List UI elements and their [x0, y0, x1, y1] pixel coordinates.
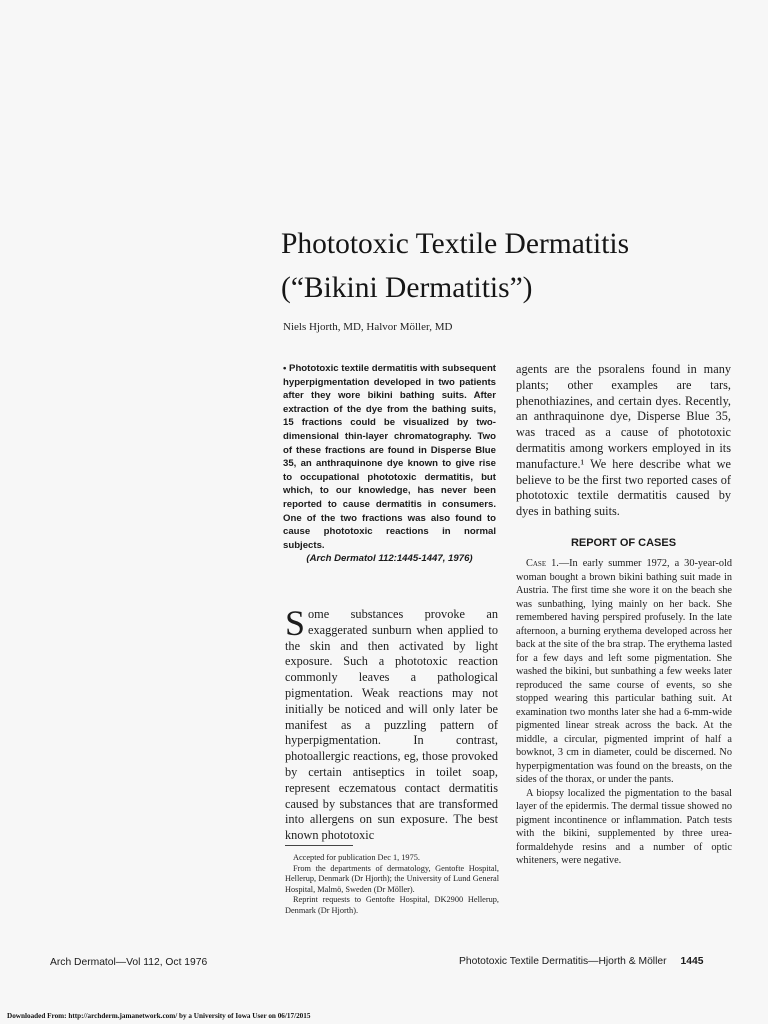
- body-intro-text: ome substances provoke an exaggerated sunburn when applied to the skin and then activated by light exposure. Such a phototoxic reaction commonly leaves a pathological pigmentation. Weak reactions may not initially be noticed and will only later be manifest as a puzzling pattern of hyperpigmentation. In contrast, photoallergic reactions, eg, those provoked by certain antiseptics in toilet soap, represent eczematous contact dermatitis caused by substances that are transformed into allergens on sun exposure. The best known phototoxic: [285, 607, 498, 843]
- footnote-divider: [285, 845, 353, 846]
- body-intro-paragraph: [285, 603, 498, 844]
- running-footer: [459, 956, 703, 967]
- case1-paragraph: [516, 557, 732, 787]
- section-heading: REPORT OF CASES: [570, 537, 677, 549]
- case1-paragraph-2: A biopsy localized the pigmentation to the basal layer of the epidermis. The dermal tissue showed no pigment incontinence or inflammation. Patch tests with the bikini, supplemented by three urea-formaldehyde resins and a number of optic whiteners, were negative.: [516, 787, 732, 866]
- journal-footer: Arch Dermatol—Vol 112, Oct 1976: [50, 957, 208, 968]
- footnote-affiliations: From the departments of dermatology, Gentofte Hospital, Hellerup, Denmark (Dr Hjorth); the University of Lund General Hospital, Malmö, Sweden (Dr Möller).: [285, 863, 499, 894]
- footnotes: [285, 853, 499, 917]
- drop-cap: S: [285, 603, 306, 643]
- footnote-accepted: Accepted for publication Dec 1, 1975.: [293, 853, 420, 862]
- case1-text: —In early summer 1972, a 30-year-old woman bought a brown bikini bathing suit made in Austria. The first time she wore it on the beach she was sunbathing, lying mainly on her back. She remembered having perspired profusely. In the late afternoon, a burning erythema developed across her back at the site of the bra strap. The erythema lasted for a few days and left some pigmentation. She washed the bikini, but sunbathing a few weeks later reproduced the same course of events, so she stopped wearing this particular bathing suit. At examination two months later she had a 6-mm-wide pigmented linear streak across the back. At the middle, a circular, pigmented imprint of half a bowknot, 3 cm in diameter, could be discerned. No hyperpigmentation was found on the breasts, on the sides of the thorax, or under the pants.: [516, 558, 733, 785]
- footnote-reprints: Reprint requests to Gentofte Hospital, DK2900 Hellerup, Denmark (Dr Hjorth).: [285, 895, 499, 915]
- author-list: Niels Hjorth, MD, Halvor Möller, MD: [283, 321, 453, 333]
- title-line-1: Phototoxic Textile Dermatitis: [281, 228, 630, 260]
- case-report: [516, 557, 732, 868]
- title-line-2: (“Bikini Dermatitis”): [281, 272, 533, 304]
- running-title: Phototoxic Textile Dermatitis—Hjorth & Möller: [459, 956, 667, 967]
- case1-label: Case 1.: [526, 558, 559, 569]
- abstract: [283, 362, 496, 566]
- download-notice: Downloaded From: http://archderm.jamanetwork.com/ by a University of Iowa User on 06/17/2015: [7, 1012, 311, 1020]
- abstract-citation: (Arch Dermatol 112:1445-1447, 1976): [306, 553, 473, 565]
- article-title: [281, 222, 751, 310]
- page-number: 1445: [680, 956, 704, 967]
- abstract-text: • Phototoxic textile dermatitis with subsequent hyperpigmentation developed in two patients after they wore bikini bathing suits. After extraction of the dye from the bathing suits, 15 fractions could be visualized by two-dimensional thin-layer chromatography. Two of these fractions are found in Disperse Blue 35, an anthraquinone dye known to give rise to occupational phototoxic dermatitis, but which, to our knowledge, has never been reported to cause dermatitis in consumers. One of the two fractions was also found to cause phototoxic reactions in normal subjects.: [283, 363, 496, 551]
- column2-intro-text: agents are the psoralens found in many plants; other examples are tars, phenothiazines, and certain dyes. Recently, an anthraquinone dye, Disperse Blue 35, was traced as a cause of phototoxic dermatitis among workers employed in its manufacture.¹ We here describe what we believe to be the first two reported cases of phototoxic textile dermatitis caused by dyes in bathing suits.: [516, 362, 731, 519]
